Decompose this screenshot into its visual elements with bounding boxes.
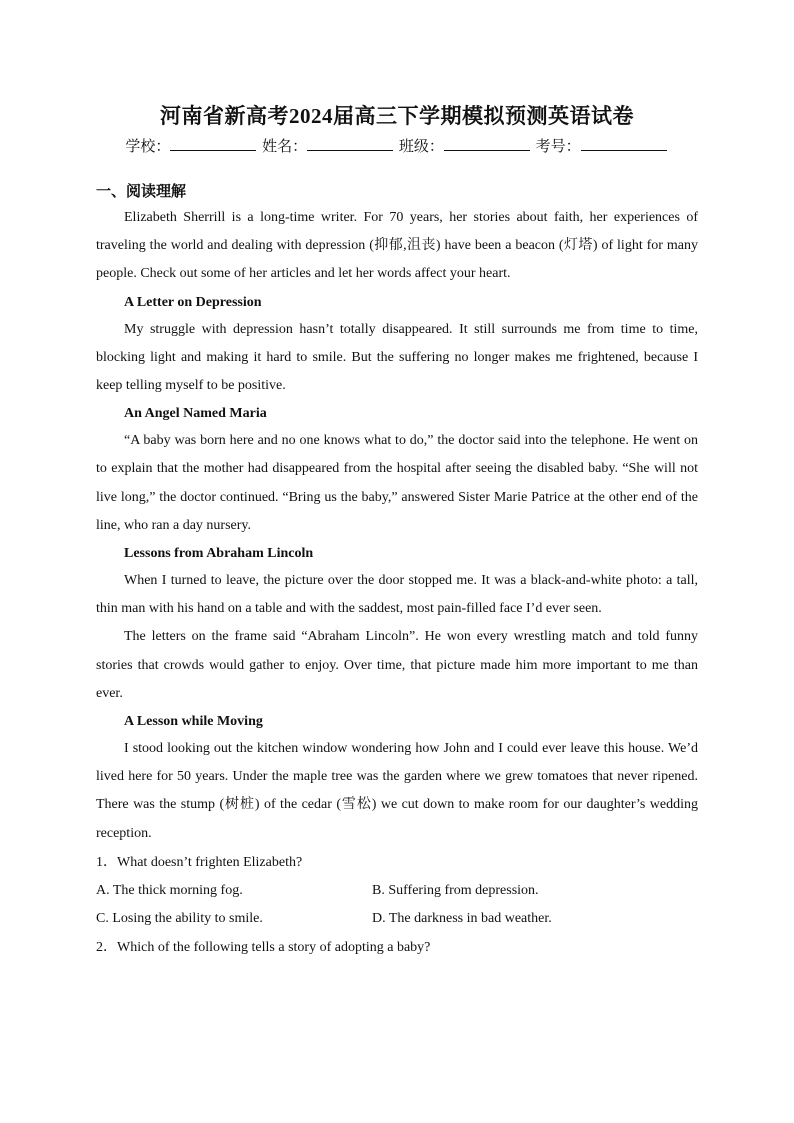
class-blank[interactable] [444,138,530,151]
article-paragraph: “A baby was born here and no one knows what to do,” the doctor said into the telephone. He went on to explain that the mother had disappeared from the hospital after seeing the disabled baby. “She will not live long,” the doctor continued. “Bring us the baby,” answered Sister Marie Patrice at the other end of the line, who ran a day nursery. [96,433,698,533]
section-heading: 一、阅读理解 [96,184,187,200]
name-blank[interactable] [307,138,393,151]
exam-title: 河南省新高考2024届高三下学期模拟预测英语试卷 [160,104,634,128]
student-info-line [0,135,794,156]
article-title: A Letter on Depression [124,294,262,310]
option-c[interactable]: C. Losing the ability to smile. [96,910,263,926]
school-label: 学校： [125,139,171,155]
article-paragraph: My struggle with depression hasn’t totally disappeared. It still surrounds me from time to time, blocking light and making it hard to smile. But the suffering no longer makes me frightened, because I keep telling myself to be positive. [96,321,698,394]
option-a[interactable]: A. The thick morning fog. [96,882,243,898]
option-d[interactable]: D. The darkness in bad weather. [372,910,552,926]
article-paragraph: The letters on the frame said “Abraham Lincoln”. He won every wrestling match and told funny stories that crowds would gather to enjoy. Over time, that picture made him more important to me than ever. [96,629,698,701]
exam-number-label: 考号： [535,139,581,155]
answer-options [96,877,698,933]
name-label: 姓名： [262,139,308,155]
exam-content [96,180,698,962]
question-stem: 1．What doesn’t frighten Elizabeth? [96,854,303,870]
intro-paragraph: Elizabeth Sherrill is a long-time writer. For 70 years, her stories about faith, her experiences of traveling the world and dealing with depression (抑郁,沮丧) have been a beacon (灯塔) of light for many people. Check out some of her articles and let her words affect your heart. [96,210,698,282]
question-stem: 2．Which of the following tells a story of adopting a baby? [96,939,431,955]
article-paragraph: When I turned to leave, the picture over the door stopped me. It was a black-and-white photo: a tall, thin man with his hand on a table and with the saddest, most pain-filled face I’d ever seen. [96,573,698,617]
school-blank[interactable] [170,138,256,151]
class-label: 班级： [398,139,444,155]
article-title: An Angel Named Maria [124,406,267,422]
article-title: A Lesson while Moving [124,714,263,730]
exam-number-blank[interactable] [581,138,667,151]
option-b[interactable]: B. Suffering from depression. [372,882,539,898]
article-paragraph: I stood looking out the kitchen window wondering how John and I could ever leave this house. We’d lived here for 50 years. Under the maple tree was the garden where we grew tomatoes that never ripened. There was the stump (树桩) of the cedar (雪松) we cut down to make room for our daughter’s wedding reception. [96,741,698,841]
article-title: Lessons from Abraham Lincoln [124,546,314,562]
